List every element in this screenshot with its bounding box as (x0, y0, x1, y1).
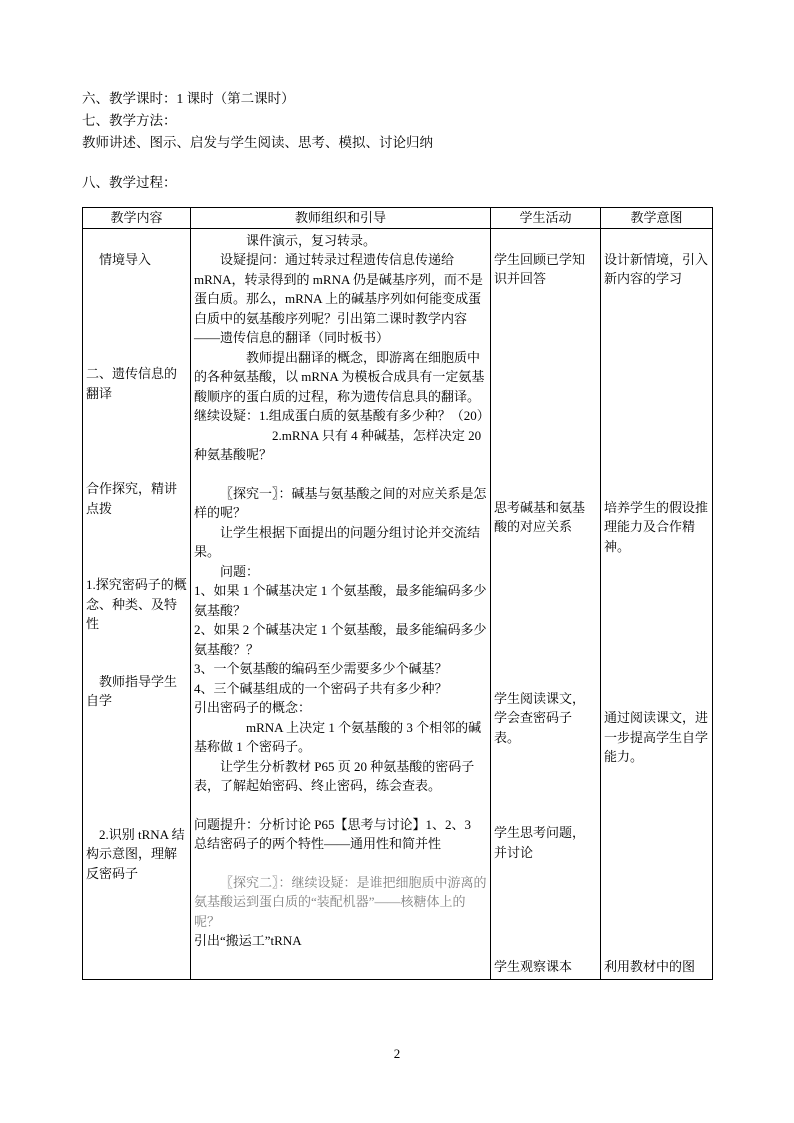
teacher-para-2: 设疑提问：通过转录过程遗传信息传递给 mRNA，转录得到的 mRNA 仍是碱基序列，而不是蛋白质。那么，mRNA 上的碱基序列如何能变成蛋白质中的氨基酸序列呢？引出第二课时教学内容——遗传信息的翻译（同时板书） (194, 252, 483, 346)
student-para-3: 学生阅读课文，学会查密码子表。 (494, 690, 586, 745)
header-cell-student: 学生活动 (491, 208, 601, 229)
teacher-para-9: 1、如果 1 个碱基决定 1 个氨基酸，最多能编码多少氨基酸？ (194, 583, 487, 618)
header-cell-content: 教学内容 (83, 208, 191, 229)
table-row (83, 228, 713, 979)
teacher-para-4: 继续设疑：1.组成蛋白质的氨基酸有多少种？（20） (194, 408, 490, 424)
teaching-process-table (82, 207, 713, 980)
page-number: 2 (393, 1046, 401, 1061)
teacher-para-12: 4、三个碱基组成的一个密码子共有多少种？ (194, 680, 448, 696)
preamble-text (82, 88, 712, 193)
student-para-5: 学生观察课本 (494, 959, 573, 975)
teacher-para-17: 〖探究二〗：继续设疑：是谁把细胞质中游离的氨基酸运到蛋白质的“装配机器”——核糖体上的呢？ (194, 874, 487, 929)
teacher-para-14: mRNA 上决定 1 个氨基酸的 3 个相邻的碱基称做 1 个密码子。 (194, 719, 482, 755)
teacher-para-8: 问题： (220, 563, 260, 579)
teacher-para-11: 3、一个氨基酸的编码至少需要多少个碱基？ (194, 661, 448, 677)
cell-teaching-intent (601, 228, 713, 979)
intent-para-2: 培养学生的假设推理能力及合作精神。 (604, 499, 709, 554)
teacher-para-3: 教师提出翻译的概念，即游离在细胞质中的各种氨基酸，以 mRNA 为模板合成具有一定氨基酸顺序的蛋白质的过程，称为遗传信息具的翻译。 (194, 349, 485, 404)
line-teaching-process-title: 八、教学过程： (82, 174, 177, 190)
cell-student-activity (491, 228, 601, 979)
cell-teaching-content (83, 228, 191, 979)
teacher-para-15: 让学生分析教材 P65 页 20 种氨基酸的密码子表，了解起始密码、终止密码，练会查表。 (194, 758, 475, 794)
content-item-cooperation: 合作探究，精讲点拨 (86, 481, 178, 516)
teacher-para-16: 问题提升：分析讨论 P65【思考与讨论】1、2、3 总结密码子的两个特性——通用性和简并性 (194, 816, 471, 852)
line-teaching-method-body: 教师讲述、图示、启发与学生阅读、思考、模拟、讨论归纳 (82, 134, 433, 150)
intent-para-1: 设计新情境，引入新内容的学习 (604, 251, 709, 287)
header-cell-teacher: 教师组织和引导 (191, 208, 491, 229)
student-para-1: 学生回顾已学知识并回答 (494, 251, 586, 287)
student-para-4: 学生思考问题，并讨论 (494, 825, 586, 860)
content-item-self-study: 教师指导学生自学 (86, 673, 178, 709)
line-teaching-method-title: 七、教学方法： (82, 112, 177, 128)
header-cell-intent: 教学意图 (601, 208, 713, 229)
teacher-para-10: 2、如果 2 个碱基决定 1 个氨基酸，最多能编码多少氨基酸？？ (194, 622, 487, 657)
teacher-para-5: 2.mRNA 只有 4 种碱基，怎样决定 20 种氨基酸呢？ (194, 427, 482, 463)
line-course-hours: 六、教学课时：1 课时（第二课时） (82, 91, 295, 106)
teacher-para-6: 〖探究一〗：碱基与氨基酸之间的对应关系是怎样的呢？ (194, 485, 487, 521)
intent-para-4: 利用教材中的图 (604, 958, 696, 974)
content-item-intro: 情境导入 (99, 251, 152, 267)
content-item-codon: 1.探究密码子的概念、种类、及特性 (86, 577, 187, 632)
content-item-trna: 2.识别 tRNA 结构示意图，理解反密码子 (86, 826, 185, 881)
intent-para-3: 通过阅读课文，进一步提高学生自学能力。 (604, 710, 709, 765)
teacher-para-18: 引出“搬运工”tRNA (194, 933, 302, 949)
cell-teacher-guidance (191, 228, 491, 979)
teacher-para-7: 让学生根据下面提出的问题分组讨论并交流结果。 (194, 524, 481, 560)
content-item-translation: 二、遗传信息的翻译 (86, 366, 178, 401)
table-header-row (83, 208, 713, 229)
student-para-2: 思考碱基和氨基酸的对应关系 (494, 499, 586, 535)
teacher-para-13: 引出密码子的概念： (194, 700, 312, 716)
teacher-para-1: 课件演示，复习转录。 (246, 232, 377, 248)
